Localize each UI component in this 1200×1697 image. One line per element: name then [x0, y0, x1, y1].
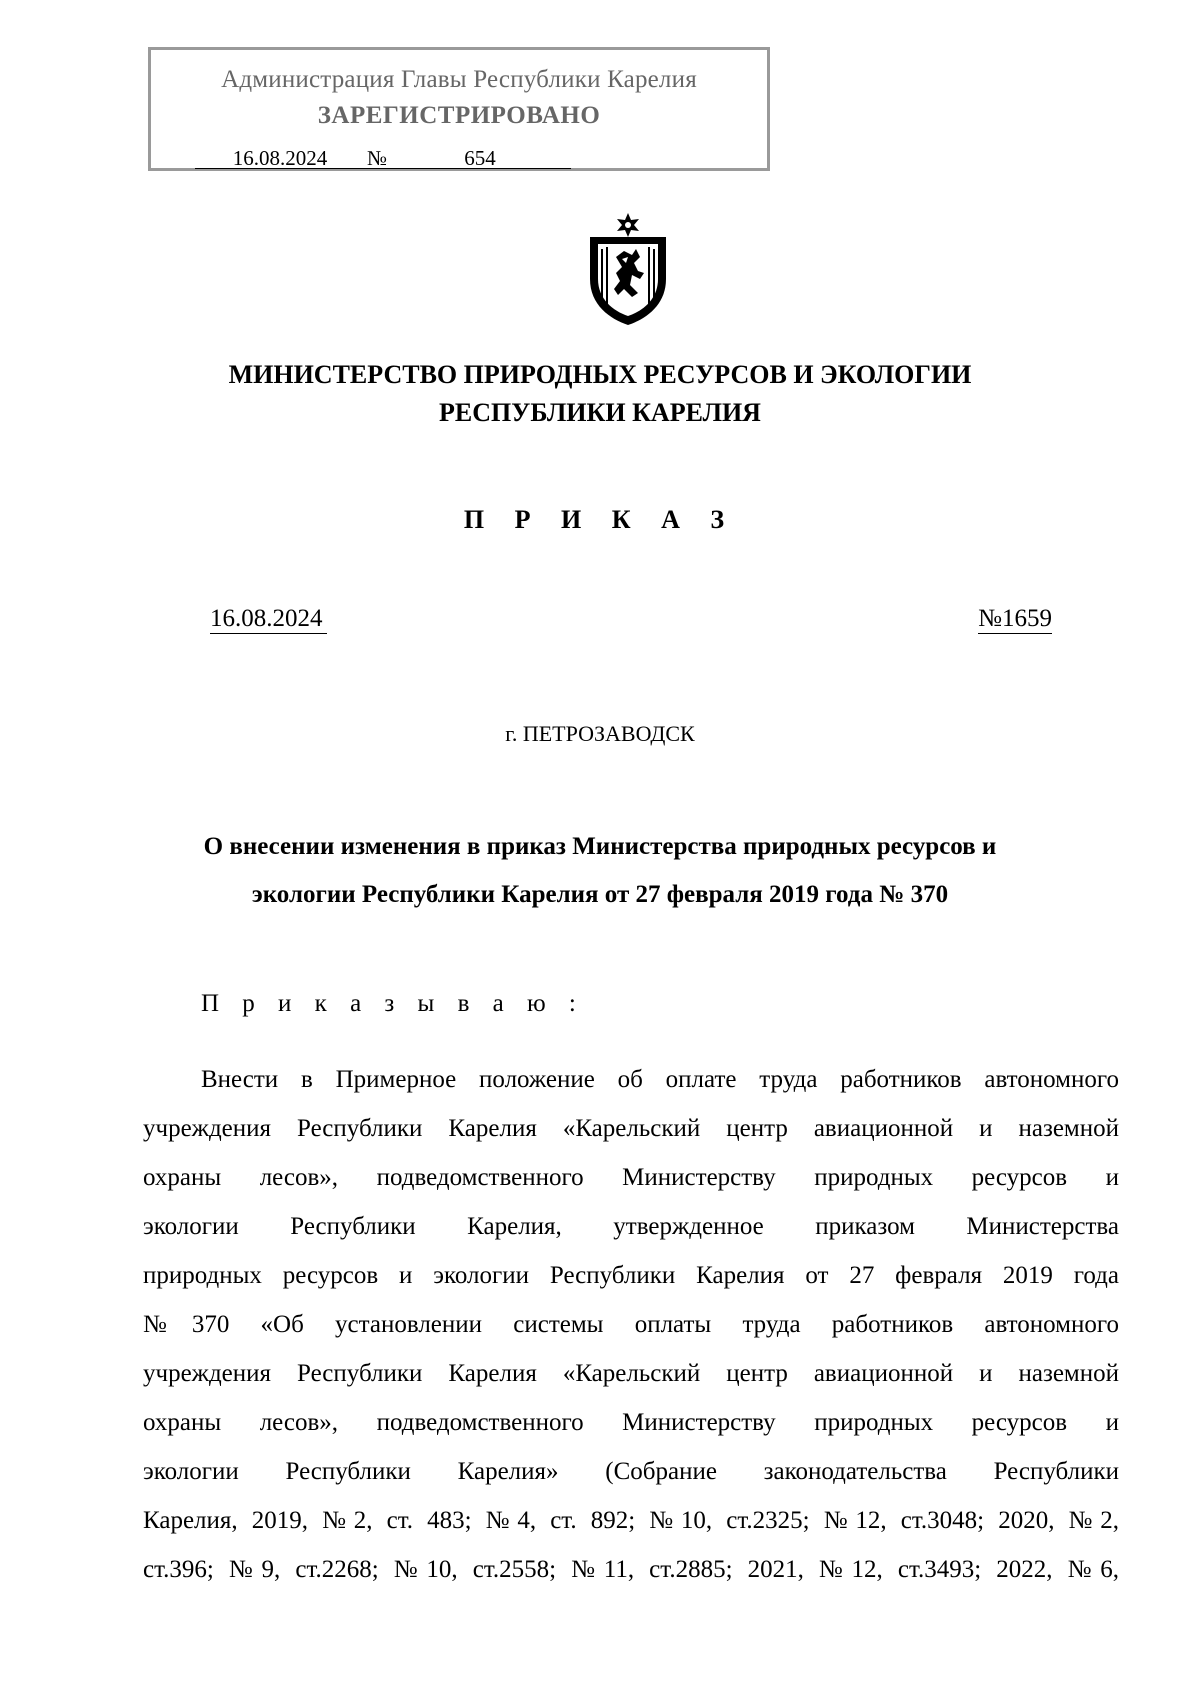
order-subject: [0, 823, 1200, 919]
order-body: [143, 1065, 1119, 1604]
stamp-registration-line: [195, 146, 571, 171]
body-line: природных ресурсов и экологии Республики Карелия от 27 февраля 2019 года: [143, 1262, 1119, 1289]
registration-stamp: [148, 47, 770, 171]
body-line: Внести в Примерное положение об оплате труда работников автономного: [201, 1066, 1119, 1093]
karelia-coat-of-arms-icon: [584, 213, 672, 325]
stamp-number-sign: №: [366, 146, 388, 170]
body-line: экологии Республики Карелия» (Собрание законодательства Республики: [143, 1458, 1119, 1485]
stamp-status: ЗАРЕГИСТРИРОВАНО: [317, 102, 601, 129]
order-date: 16.08.2024: [210, 605, 327, 634]
directive: П р и к а з ы в а ю :: [201, 990, 585, 1017]
ministry-title: [0, 356, 1200, 432]
body-line: охраны лесов», подведомственного Министерству природных ресурсов и: [143, 1164, 1119, 1191]
city: г. ПЕТРОЗАВОДСК: [505, 721, 695, 746]
body-line: ст.396; №9, ст.2268; №10, ст.2558; №11, ст.2885; 2021, №12, ст.3493; 2022, №6,: [143, 1556, 1119, 1583]
stamp-date: 16.08.2024: [195, 148, 365, 169]
order-subject-line2: экологии Республики Карелия от 27 февраля 2019 года № 370: [251, 881, 949, 908]
ministry-title-line2: РЕСПУБЛИКИ КАРЕЛИЯ: [439, 398, 761, 427]
stamp-number: 654: [389, 148, 571, 169]
ministry-title-line1: МИНИСТЕРСТВО ПРИРОДНЫХ РЕСУРСОВ И ЭКОЛОГИИ: [228, 360, 972, 389]
order-subject-line1: О внесении изменения в приказ Министерства природных ресурсов и: [203, 833, 997, 860]
body-line: учреждения Республики Карелия «Карельский центр авиационной и наземной: [143, 1115, 1119, 1142]
body-line: Карелия, 2019, №2, ст. 483; №4, ст. 892; №10, ст.2325; №12, ст.3048; 2020, №2,: [143, 1507, 1119, 1534]
document-type: П Р И К А З: [463, 505, 737, 534]
stamp-authority: Администрация Главы Республики Карелия: [221, 66, 697, 93]
body-line: №370 «Об установлении системы оплаты труда работников автономного: [143, 1311, 1119, 1338]
body-line: экологии Республики Карелия, утвержденное приказом Министерства: [143, 1213, 1119, 1240]
body-line: охраны лесов», подведомственного Министерству природных ресурсов и: [143, 1409, 1119, 1436]
order-number: №1659: [978, 605, 1052, 632]
body-line: учреждения Республики Карелия «Карельский центр авиационной и наземной: [143, 1360, 1119, 1387]
